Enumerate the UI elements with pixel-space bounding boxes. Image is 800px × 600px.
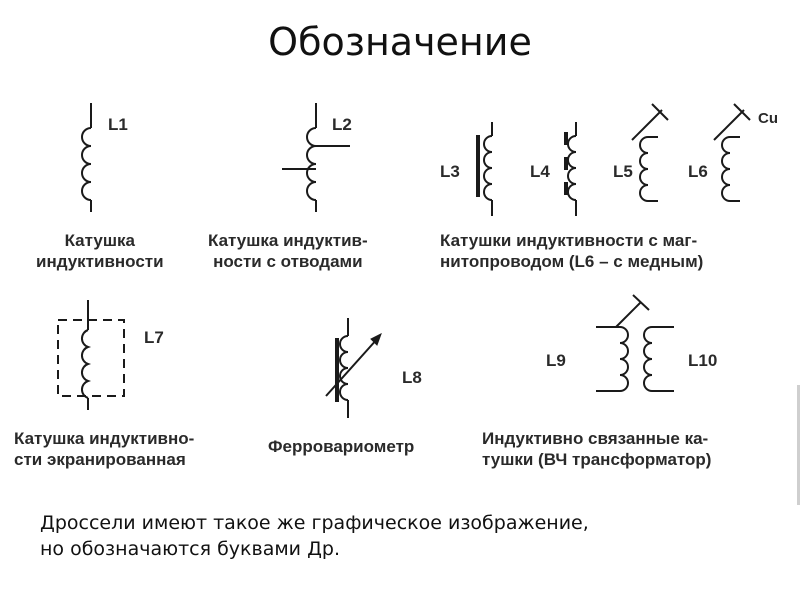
inductor-l3-core-symbol bbox=[478, 122, 492, 216]
label-l8: L8 bbox=[402, 368, 422, 387]
label-l2: L2 bbox=[332, 115, 352, 134]
label-cu: Cu bbox=[758, 110, 778, 127]
label-l3: L3 bbox=[440, 162, 460, 181]
label-l10: L10 bbox=[688, 351, 718, 370]
caption-inductor: Катушка индуктивности bbox=[36, 231, 164, 271]
inductor-l4-core-symbol bbox=[566, 122, 576, 216]
inductor-l6-copper-core-symbol bbox=[714, 104, 750, 201]
label-l5: L5 bbox=[613, 162, 633, 181]
label-l1: L1 bbox=[108, 115, 128, 134]
caption-cored-inductors: Катушки индуктивности с маг- нитопроводом (L6 – с медным) bbox=[440, 231, 704, 271]
caption-shielded-inductor: Катушка индуктивно- сти экранированная bbox=[14, 429, 195, 469]
label-l4: L4 bbox=[530, 162, 550, 181]
label-l9: L9 bbox=[546, 351, 566, 370]
inductor-l5-adjustable-symbol bbox=[632, 104, 668, 201]
caption-ferrovariometer: Ферровариометр bbox=[268, 437, 415, 456]
ferrovariometer-l8-symbol bbox=[326, 318, 381, 418]
inductor-l7-shielded-symbol bbox=[58, 300, 124, 410]
caption-tapped-inductor: Катушка индуктив- ности с отводами bbox=[208, 231, 368, 271]
inductor-l1-symbol bbox=[82, 103, 91, 212]
label-l6: L6 bbox=[688, 162, 708, 181]
chokes-note: Дроссели имеют такое же графическое изображение, но обозначаются буквами Др. bbox=[40, 512, 589, 560]
coupled-coils-l9-l10-symbol bbox=[596, 295, 674, 391]
label-l7: L7 bbox=[144, 328, 164, 347]
caption-coupled-coils: Индуктивно связанные ка- тушки (ВЧ трансформатор) bbox=[482, 429, 712, 469]
page-title: Обозначение bbox=[268, 20, 532, 64]
